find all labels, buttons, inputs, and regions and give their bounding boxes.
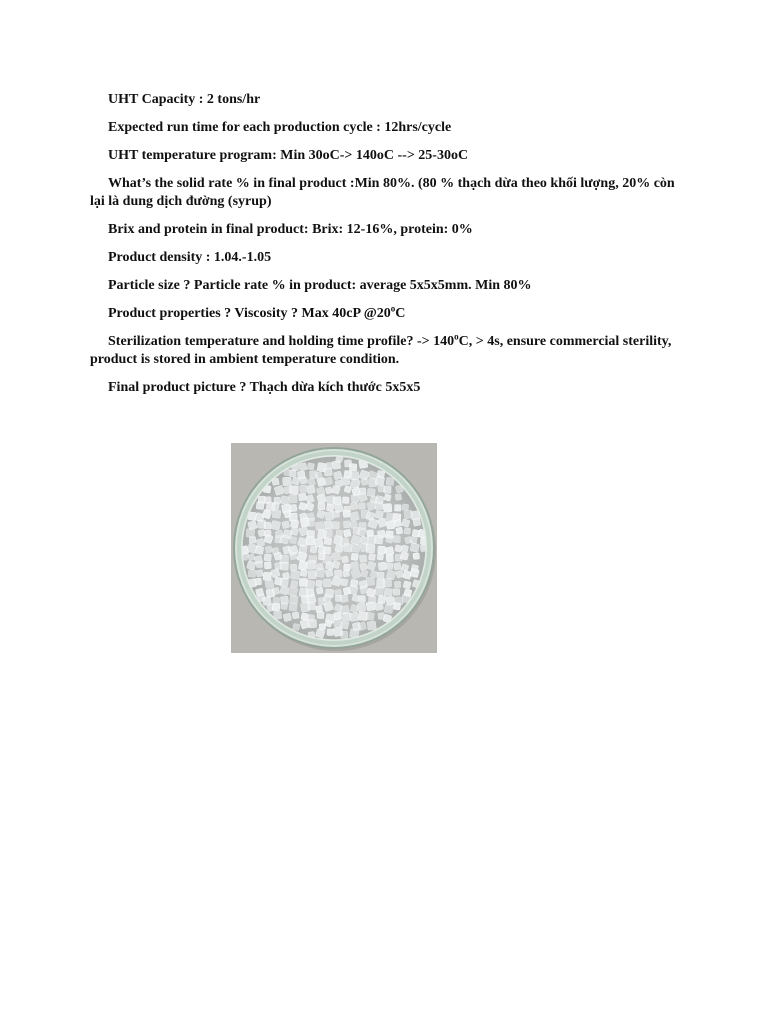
jelly-cube: [342, 612, 351, 621]
jelly-cube: [332, 511, 339, 518]
jelly-cube: [324, 477, 333, 486]
jelly-cube: [350, 521, 358, 529]
jelly-cube: [306, 537, 314, 545]
paragraph-solid-rate: What’s the solid rate % in final product :Min 80%. (80 % thạch dừa theo khối lượng, 20% còn lại là dung dịch đường (syrup): [90, 176, 675, 209]
jelly-cube: [361, 478, 369, 486]
jelly-cube: [271, 520, 281, 530]
jelly-cube: [360, 563, 367, 570]
jelly-cube: [343, 564, 350, 571]
jelly-cube: [325, 487, 332, 494]
jelly-cube: [298, 561, 308, 571]
jelly-cube: [375, 587, 384, 596]
document-body: [90, 91, 680, 407]
jelly-cube: [265, 579, 274, 588]
jelly-cube: [325, 569, 333, 577]
jelly-cube: [400, 552, 409, 561]
jelly-cube: [307, 560, 316, 569]
jelly-cube: [323, 594, 332, 603]
sterilization-text-before: Sterilization temperature and holding time profile? -> 140: [108, 334, 455, 349]
jelly-cube: [349, 511, 359, 521]
degree-superscript: o: [390, 303, 396, 314]
jelly-cube: [310, 546, 317, 553]
jelly-cube: [272, 587, 280, 595]
jelly-cube: [340, 594, 348, 602]
paragraph-run-time: Expected run time for each production cycle : 12hrs/cycle: [108, 120, 452, 135]
jelly-cube: [324, 468, 332, 476]
jelly-cube: [256, 561, 262, 567]
jelly-cube: [248, 569, 256, 577]
jelly-cube: [315, 568, 325, 578]
jelly-cube: [323, 579, 331, 587]
jelly-cube: [351, 494, 359, 502]
jelly-cube: [375, 476, 385, 486]
jelly-cube: [341, 477, 350, 486]
product-photo: [231, 443, 437, 653]
properties-text-before: Product properties ? Viscosity ? Max 40cP @20: [108, 306, 391, 321]
jelly-cube: [292, 477, 301, 486]
jelly-cube: [264, 522, 271, 529]
jelly-cube: [384, 604, 393, 613]
jelly-cube: [378, 546, 386, 554]
jelly-cube: [383, 578, 392, 587]
jelly-cube: [395, 494, 402, 501]
jelly-cube: [385, 546, 394, 555]
paragraph-final-product-picture: Final product picture ? Thạch dừa kích thước 5x5x5: [108, 380, 421, 395]
jelly-cube: [402, 504, 409, 511]
jelly-cube: [262, 596, 271, 605]
jelly-cube: [289, 603, 297, 611]
jelly-cube: [332, 461, 341, 470]
jelly-cube: [246, 529, 255, 538]
jelly-cube: [350, 612, 359, 621]
jelly-cube: [367, 621, 376, 630]
jelly-cube: [258, 529, 265, 536]
jelly-cube: [351, 562, 359, 570]
jelly-cube: [291, 571, 300, 580]
jelly-cube: [327, 629, 334, 636]
jelly-cube: [413, 553, 420, 560]
jelly-cube: [307, 485, 316, 494]
jelly-cube: [394, 563, 402, 571]
jelly-cube: [404, 527, 411, 534]
jelly-cube: [334, 570, 342, 578]
jelly-cube: [386, 521, 395, 530]
jelly-cube: [308, 619, 316, 627]
jelly-cube: [283, 613, 292, 622]
jelly-cube: [374, 535, 383, 544]
jelly-cube: [361, 570, 368, 577]
jelly-cube: [349, 464, 357, 472]
jelly-cube: [290, 564, 297, 571]
jelly-cube: [375, 602, 384, 611]
paragraph-particle-size: Particle size ? Particle rate % in product: average 5x5x5mm. Min 80%: [108, 278, 532, 293]
jelly-cube: [410, 537, 418, 545]
jelly-cube: [386, 535, 394, 543]
jelly-cube: [378, 562, 386, 570]
jelly-cube: [300, 477, 307, 484]
jelly-cube: [394, 581, 400, 587]
jelly-cube: [335, 544, 343, 552]
jelly-cube: [290, 504, 297, 511]
jelly-cube: [282, 521, 290, 529]
jelly-cube: [280, 578, 289, 587]
jelly-cube: [358, 622, 367, 631]
jelly-cube: [343, 570, 350, 577]
jelly-cube: [289, 485, 298, 494]
petri-dish-image: [231, 443, 437, 653]
jelly-cube: [332, 561, 340, 569]
jelly-cube: [384, 486, 391, 493]
jelly-cube: [289, 552, 297, 560]
jelly-cube: [281, 602, 288, 609]
jelly-cube: [368, 553, 375, 560]
jelly-cube: [366, 602, 375, 611]
jelly-cube: [343, 521, 350, 528]
properties-text-after: C: [395, 306, 406, 321]
jelly-cube: [263, 572, 271, 580]
jelly-cube: [393, 536, 400, 543]
jelly-cube: [342, 497, 349, 504]
jelly-cube: [350, 502, 358, 510]
jelly-cube: [249, 537, 256, 544]
jelly-cube: [256, 570, 263, 577]
jelly-cube: [394, 519, 401, 526]
jelly-cube: [255, 546, 264, 555]
jelly-cube: [292, 623, 300, 631]
jelly-cube: [359, 555, 367, 563]
jelly-cube: [395, 545, 403, 553]
paragraph-brix-protein: Brix and protein in final product: Brix: 12-16%, protein: 0%: [108, 222, 473, 237]
jelly-cube: [383, 504, 392, 513]
jelly-cube: [396, 527, 403, 534]
jelly-cube: [290, 595, 299, 604]
jelly-cube: [306, 518, 314, 526]
jelly-cube: [280, 496, 289, 505]
jelly-cube: [289, 495, 297, 503]
jelly-cube: [264, 554, 271, 561]
jelly-cube: [341, 631, 348, 638]
paragraph-density: Product density : 1.04.-1.05: [108, 250, 272, 265]
paragraph-uht-capacity: UHT Capacity : 2 tons/hr: [108, 92, 261, 107]
paragraph-product-properties: [90, 305, 680, 323]
sterilization-text-after: C, > 4s, ensure commercial sterility, product is stored in ambient temperature condition.: [90, 334, 672, 367]
jelly-cube: [333, 471, 342, 480]
jelly-cube: [307, 463, 314, 470]
jelly-cube: [280, 562, 288, 570]
jelly-cube: [316, 587, 323, 594]
jelly-cube: [247, 561, 256, 570]
jelly-cube: [290, 470, 297, 477]
jelly-cube: [410, 543, 419, 552]
paragraph-temperature-program: UHT temperature program: Min 30oC-> 140oC --> 25-30oC: [108, 148, 469, 163]
jelly-cube: [375, 510, 384, 519]
jelly-cube: [316, 606, 323, 613]
jelly-cube: [359, 596, 366, 603]
jelly-cube: [326, 504, 334, 512]
jelly-cube: [341, 556, 348, 563]
jelly-cube: [358, 612, 367, 621]
jelly-cube: [386, 555, 393, 562]
jelly-cube: [343, 529, 351, 537]
jelly-cube: [272, 603, 280, 611]
jelly-cube: [351, 553, 358, 560]
jelly-cube: [264, 562, 271, 569]
jelly-cube: [324, 537, 332, 545]
jelly-cube: [272, 502, 280, 510]
jelly-cube: [413, 518, 421, 526]
jelly-cube: [299, 463, 307, 471]
jelly-cube: [341, 579, 349, 587]
jelly-cube: [300, 485, 307, 492]
jelly-cube: [401, 545, 409, 553]
jelly-cube: [317, 612, 324, 619]
jelly-cube: [317, 510, 325, 518]
jelly-cube: [393, 589, 400, 596]
jelly-cube: [357, 527, 366, 536]
jelly-cube: [386, 563, 392, 569]
jelly-cube: [384, 494, 391, 501]
jelly-cube: [316, 580, 323, 587]
jelly-cube: [343, 510, 350, 517]
jelly-cube: [377, 572, 384, 579]
jelly-cube: [336, 530, 343, 537]
jelly-cube: [290, 537, 297, 544]
jelly-cube: [377, 553, 384, 560]
jelly-cube: [283, 477, 292, 486]
jelly-cube: [265, 546, 272, 553]
jelly-cube: [357, 603, 365, 611]
jelly-cube: [305, 580, 315, 590]
jelly-cube: [384, 588, 393, 597]
jelly-cube: [323, 547, 330, 554]
jelly-cube: [318, 503, 325, 510]
jelly-cube: [366, 577, 375, 586]
jelly-cube: [290, 520, 298, 528]
jelly-cube: [367, 488, 375, 496]
jelly-cube: [386, 597, 395, 606]
jelly-cube: [324, 528, 333, 537]
jelly-cube: [366, 612, 375, 621]
jelly-cube: [324, 520, 332, 528]
jelly-cube: [308, 603, 315, 610]
jelly-cube: [351, 543, 360, 552]
jelly-cube: [255, 578, 262, 585]
jelly-cube: [403, 581, 411, 589]
jelly-cube: [333, 497, 341, 505]
jelly-cube: [350, 472, 358, 480]
paragraph-sterilization: [90, 333, 680, 369]
jelly-cube: [315, 472, 322, 479]
jelly-cube: [366, 544, 375, 553]
jelly-cube: [290, 527, 298, 535]
jelly-cube: [292, 612, 299, 619]
jelly-cube: [298, 493, 306, 501]
jelly-cube: [395, 505, 402, 512]
jelly-cube: [272, 510, 281, 519]
jelly-cube: [332, 522, 339, 529]
jelly-cube: [344, 543, 353, 552]
jelly-cube: [375, 502, 383, 510]
jelly-cube: [300, 569, 308, 577]
jelly-cube: [256, 501, 264, 509]
jelly-cube: [393, 602, 401, 610]
jelly-cube: [410, 568, 420, 578]
jelly-cube: [359, 503, 365, 509]
degree-superscript: o: [454, 331, 459, 342]
